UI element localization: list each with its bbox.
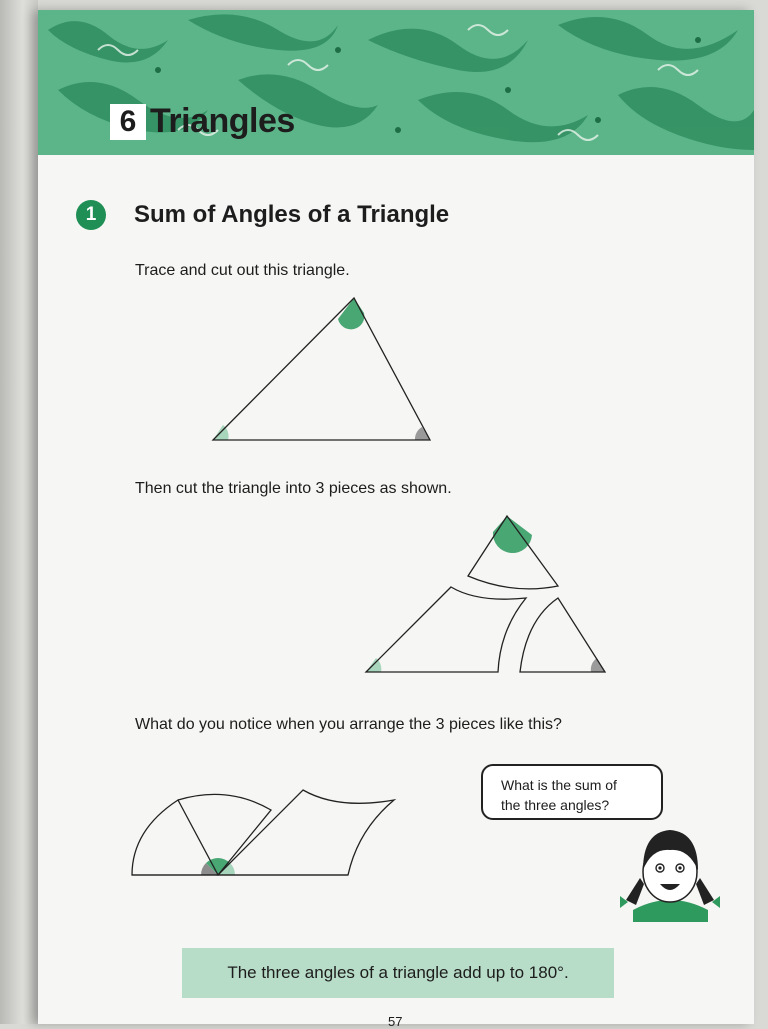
instruction-arrange: What do you notice when you arrange the 3 pieces like this? bbox=[135, 716, 562, 733]
section-number-badge: 1 bbox=[76, 200, 106, 230]
speech-line-2: the three angles? bbox=[501, 797, 610, 813]
chapter-title: Triangles bbox=[150, 102, 295, 140]
book-spine bbox=[0, 0, 38, 1024]
section-title: Sum of Angles of a Triangle bbox=[134, 201, 450, 228]
triangle-pieces bbox=[366, 516, 605, 672]
instruction-trace: Trace and cut out this triangle. bbox=[135, 262, 350, 279]
triangle-figures bbox=[38, 10, 754, 1024]
triangle-arranged bbox=[132, 790, 394, 875]
page-number: 57 bbox=[388, 1014, 403, 1029]
instruction-cut: Then cut the triangle into 3 pieces as shown. bbox=[135, 480, 452, 497]
textbook-page bbox=[38, 10, 754, 1029]
girl-character-icon bbox=[620, 830, 720, 922]
chapter-number: 6 bbox=[110, 104, 146, 140]
speech-line-1: What is the sum of bbox=[501, 777, 617, 793]
summary-box: The three angles of a triangle add up to 180°. bbox=[182, 948, 614, 998]
triangle-whole bbox=[213, 298, 430, 440]
speech-bubble bbox=[481, 764, 663, 820]
